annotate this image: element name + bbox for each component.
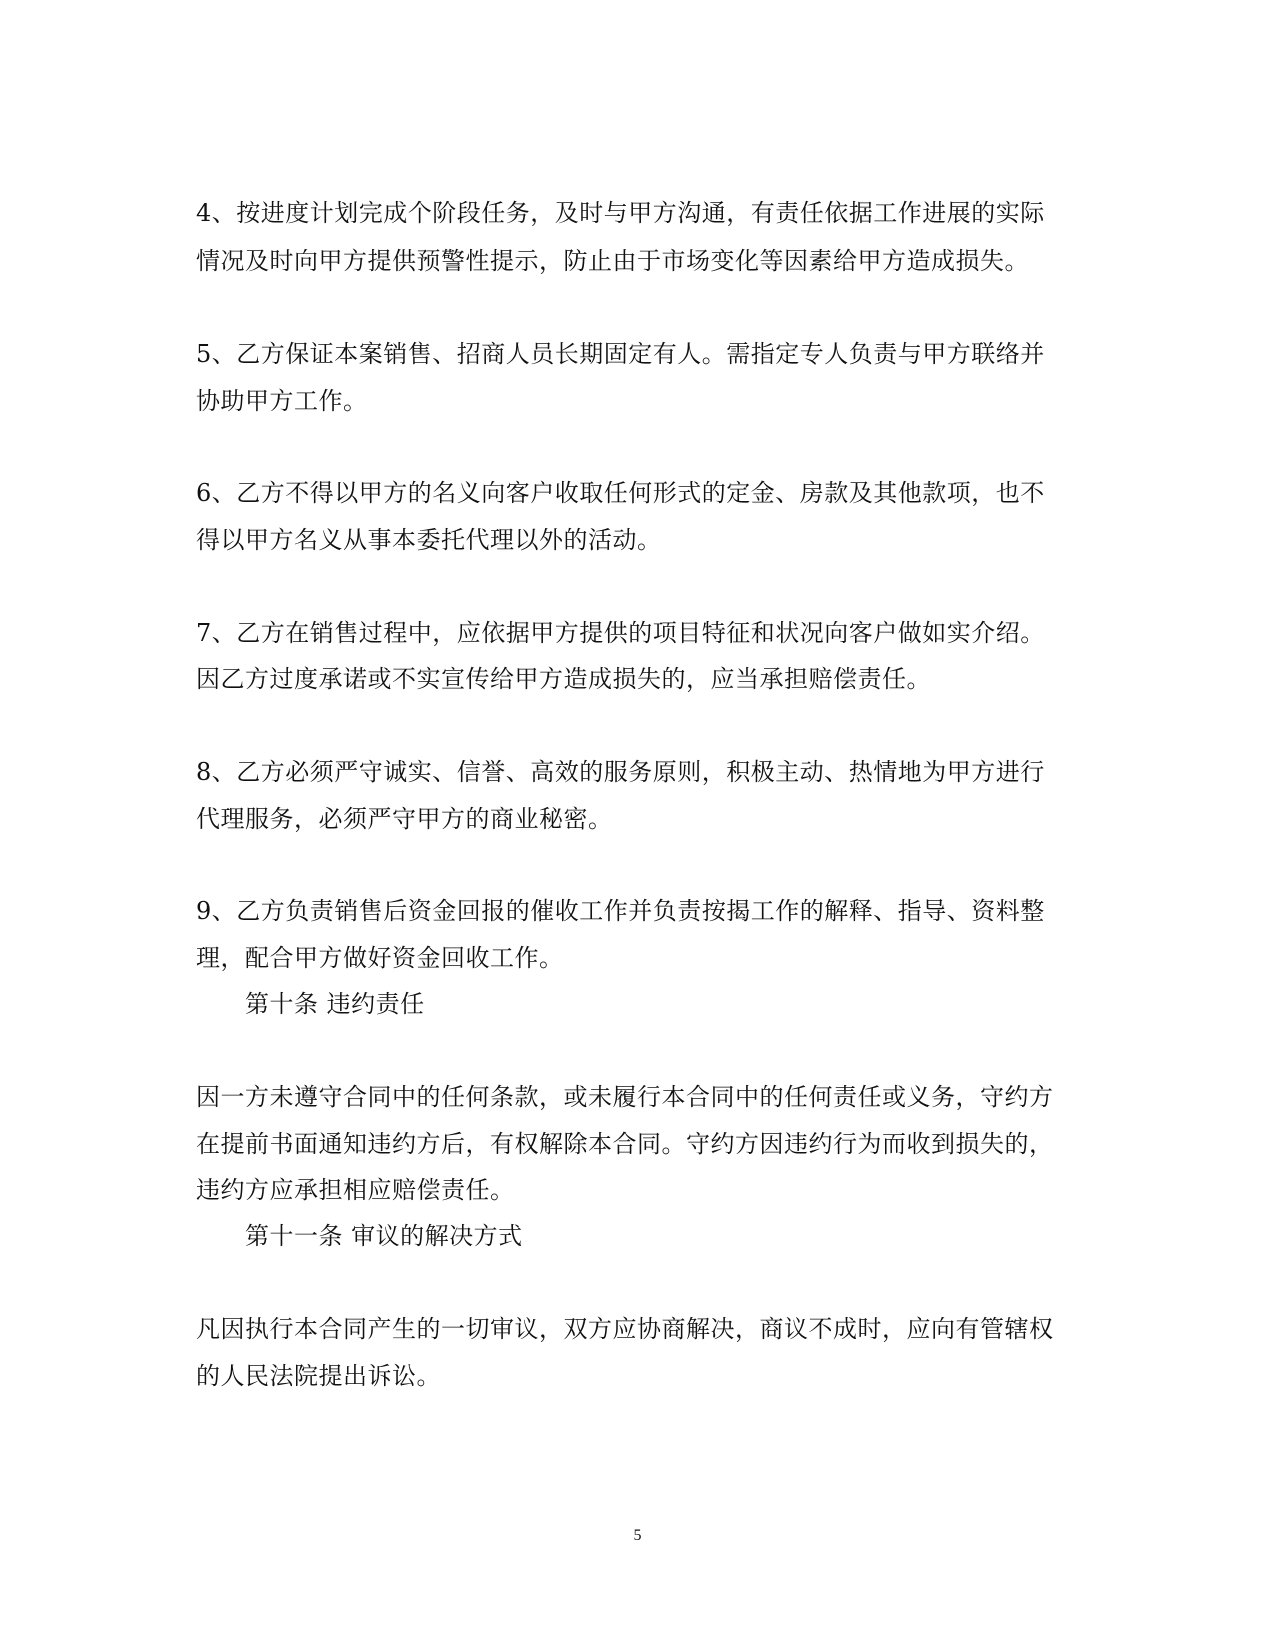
clause-9-line-1: 9、乙方负责销售后资金回报的催收工作并负责按揭工作的解释、指导、资料整 (196, 897, 1045, 925)
article-10-line-1: 因一方未遵守合同中的任何条款，或未履行本合同中的任何责任或义务，守约方 (196, 1083, 1054, 1111)
clause-9-line-2: 理，配合甲方做好资金回收工作。 (196, 944, 564, 972)
clause-6-line-2: 得以甲方名义从事本委托代理以外的活动。 (196, 526, 662, 554)
clause-8-line-2: 代理服务，必须严守甲方的商业秘密。 (196, 805, 613, 833)
clause-7-line-1: 7、乙方在销售过程中，应依据甲方提供的项目特征和状况向客户做如实介绍。 (196, 619, 1045, 647)
clause-5-line-2: 协助甲方工作。 (196, 387, 368, 415)
clause-8-line-1: 8、乙方必须严守诚实、信誉、高效的服务原则，积极主动、热情地为甲方进行 (196, 758, 1045, 786)
clause-4-line-2: 情况及时向甲方提供预警性提示，防止由于市场变化等因素给甲方造成损失。 (196, 247, 1029, 275)
clause-7-line-2: 因乙方过度承诺或不实宣传给甲方造成损失的，应当承担赔偿责任。 (196, 665, 931, 693)
page-number: 5 (633, 1527, 642, 1544)
article-10-heading: 第十条 违约责任 (245, 990, 425, 1018)
clause-5-line-1: 5、乙方保证本案销售、招商人员长期固定有人。需指定专人负责与甲方联络并 (196, 340, 1045, 368)
clause-4-line-1: 4、按进度计划完成个阶段任务，及时与甲方沟通，有责任依据工作进展的实际 (196, 199, 1045, 227)
article-11-heading: 第十一条 审议的解决方式 (245, 1222, 523, 1250)
article-10-line-2: 在提前书面通知违约方后，有权解除本合同。守约方因违约行为而收到损失的， (196, 1130, 1054, 1158)
article-11-line-2: 的人民法院提出诉讼。 (196, 1362, 441, 1390)
clause-6-line-1: 6、乙方不得以甲方的名义向客户收取任何形式的定金、房款及其他款项，也不 (196, 479, 1045, 507)
article-11-line-1: 凡因执行本合同产生的一切审议，双方应协商解决，商议不成时，应向有管辖权 (196, 1315, 1054, 1343)
article-10-line-3: 违约方应承担相应赔偿责任。 (196, 1176, 515, 1204)
